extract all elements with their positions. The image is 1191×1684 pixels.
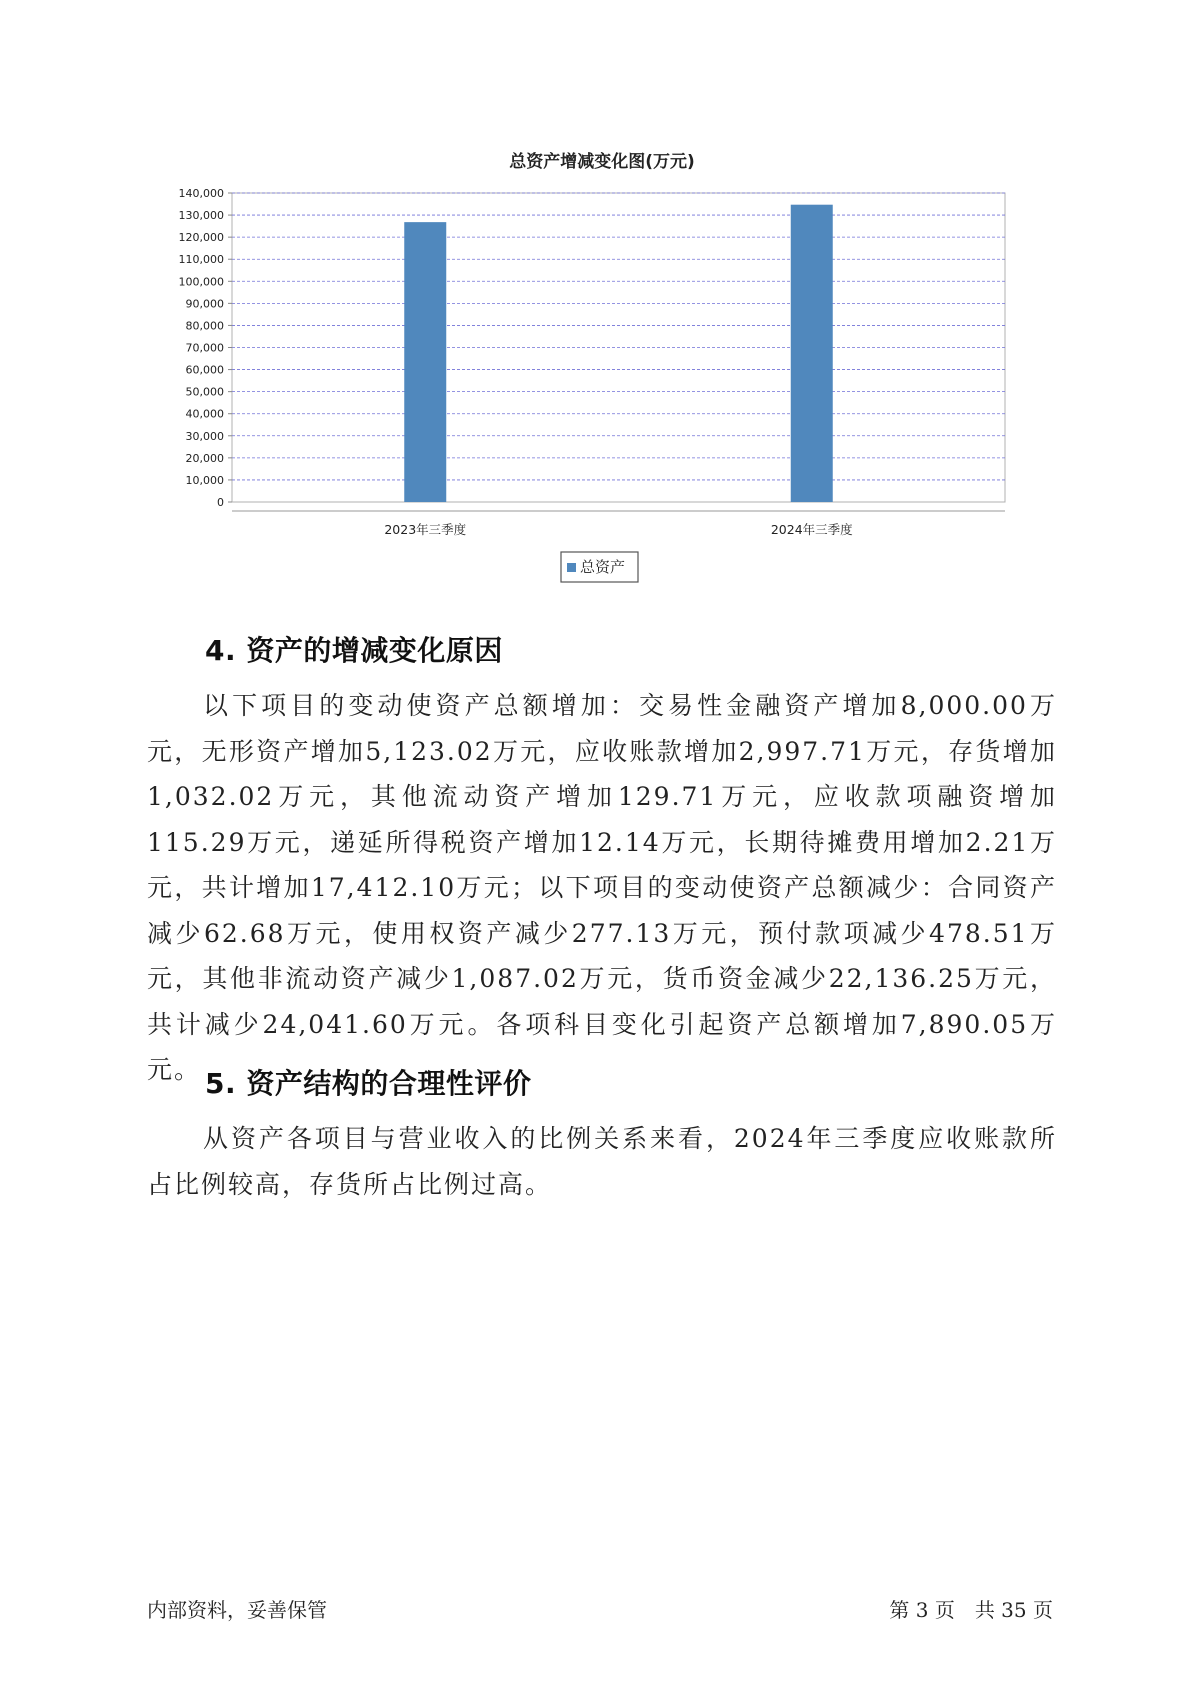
x-tick-label: 2024年三季度	[770, 522, 853, 537]
y-tick-label: 20,000	[185, 451, 224, 465]
y-tick-label: 70,000	[185, 341, 224, 355]
total-assets-chart	[0, 0, 1191, 600]
section-title-asset-change-reasons: 4. 资产的增减变化原因	[205, 634, 503, 667]
legend-swatch	[567, 563, 576, 572]
legend-label: 总资产	[580, 558, 626, 576]
y-tick-label: 130,000	[178, 209, 224, 223]
y-tick-label: 100,000	[178, 275, 224, 289]
y-tick-label: 60,000	[185, 363, 224, 377]
footer-confidential-note: 内部资料，妥善保管	[147, 1598, 327, 1622]
paragraph-asset-change-reasons: 以下项目的变动使资产总额增加：交易性金融资产增加8,000.00万元，无形资产增加5,123.02万元，应收账款增加2,997.71万元，存货增加1,032.02万元，其他流动资产增加129.71万元，应收款项融资增加115.29万元，递延所得税资产增加12.14万元，长期待摊费用增加2.21万元，共计增加17,412.10万元；以下项目的变动使资产总额减少：合同资产减少62.68万元，使用权资产减少277.13万元，预付款项减少478.51万元，其他非流动资产减少1,087.02万元，货币资金减少22,136.25万元，共计减少24,041.60万元。各项科目变化引起资产总额增加7,890.05万元。	[147, 691, 1057, 1084]
y-tick-label: 30,000	[185, 429, 224, 443]
y-tick-label: 110,000	[178, 253, 224, 267]
x-tick-label: 2023年三季度	[384, 522, 467, 537]
y-tick-label: 10,000	[185, 473, 224, 487]
y-tick-label: 120,000	[178, 231, 224, 245]
section-title-asset-structure-evaluation: 5. 资产结构的合理性评价	[205, 1067, 532, 1100]
y-tick-label: 50,000	[185, 385, 224, 399]
y-tick-label: 140,000	[178, 187, 224, 200]
chart-title: 总资产增减变化图(万元)	[509, 152, 695, 172]
footer-page-number: 第 3 页 共 35 页	[889, 1598, 1053, 1622]
y-tick-label: 80,000	[185, 319, 224, 333]
y-tick-label: 0	[217, 496, 224, 509]
y-tick-label: 40,000	[185, 407, 224, 421]
bar-2	[791, 205, 833, 502]
y-tick-label: 90,000	[185, 297, 224, 311]
bar-1	[404, 222, 446, 502]
paragraph-asset-structure-evaluation: 从资产各项目与营业收入的比例关系来看，2024年三季度应收账款所占比例较高，存货所占比例过高。	[147, 1124, 1057, 1199]
